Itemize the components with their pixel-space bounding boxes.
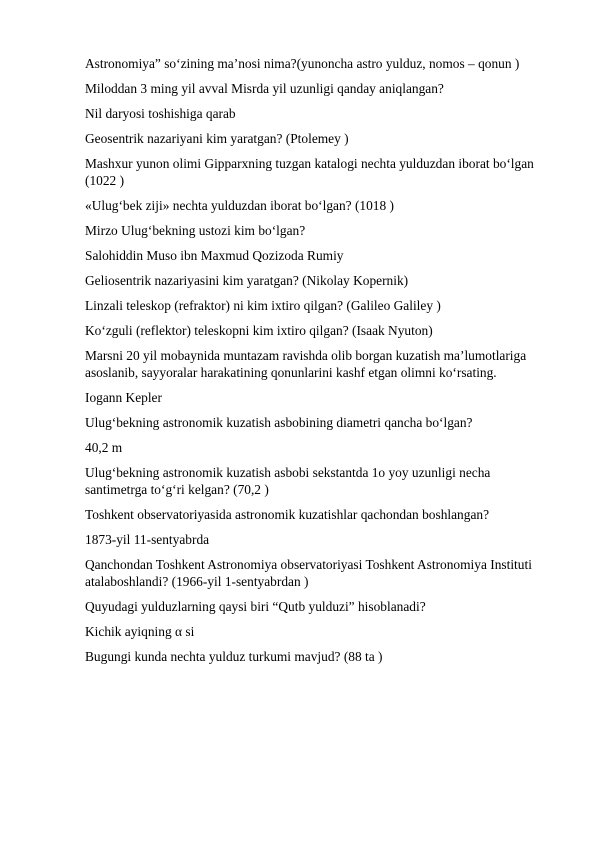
paragraph-21: Kichik ayiqning α si [85,624,195,639]
paragraph-1: Astronomiya” so‘zining ma’nosi nima?(yunoncha astro yulduz, nomos – qonun ) [85,56,520,71]
paragraph-22: Bugungi kunda nechta yulduz turkumi mavjud? (88 ta ) [85,649,383,664]
paragraph-12: Marsni 20 yil mobaynida muntazam ravishda olib borgan kuzatish ma’lumotlariga asoslanib, sayyoralar harakatining qonunlarini kashf etgan olimni ko‘rsating. [85,348,527,380]
paragraph-6: «Ulug‘bek ziji» nechta yulduzdan iborat bo‘lgan? (1018 ) [85,198,395,213]
paragraph-9: Geliosentrik nazariyasini kim yaratgan? (Nikolay Kopernik) [85,273,409,288]
paragraph-13: Iogann Kepler [85,390,162,405]
paragraph-20: Quyudagi yulduzlarning qaysi biri “Qutb yulduzi” hisoblanadi? [85,599,426,614]
paragraph-15: 40,2 m [85,440,123,455]
paragraph-14: Ulug‘bekning astronomik kuzatish asbobining diametri qancha bo‘lgan? [85,415,473,430]
paragraph-11: Ko‘zguli (reflektor) teleskopni kim ixtiro qilgan? (Isaak Nyuton) [85,323,433,338]
paragraph-5: Mashxur yunon olimi Gipparxning tuzgan katalogi nechta yulduzdan iborat bo‘lgan (1022 ) [85,156,534,188]
paragraph-7: Mirzo Ulug‘bekning ustozi kim bo‘lgan? [85,223,306,238]
paragraph-4: Geosentrik nazariyani kim yaratgan? (Ptolemey ) [85,131,349,146]
paragraph-17: Toshkent observatoriyasida astronomik kuzatishlar qachondan boshlangan? [85,507,490,522]
paragraph-19: Qanchondan Toshkent Astronomiya observatoriyasi Toshkent Astronomiya Instituti atalaboshlandi? (1966-yil 1-sentyabrdan ) [85,557,532,589]
paragraph-16: Ulug‘bekning astronomik kuzatish asbobi sekstantda 1o yoy uzunligi necha santimetrga to‘g‘ri kelgan? (70,2 ) [85,465,491,497]
paragraph-2: Miloddan 3 ming yil avval Misrda yil uzunligi qanday aniqlangan? [85,81,444,96]
paragraph-3: Nil daryosi toshishiga qarab [85,106,236,121]
paragraph-18: 1873-yil 11-sentyabrda [85,532,210,547]
document-body [85,55,555,673]
paragraph-10: Linzali teleskop (refraktor) ni kim ixtiro qilgan? (Galileo Galiley ) [85,298,441,313]
paragraph-8: Salohiddin Muso ibn Maxmud Qozizoda Rumiy [85,248,344,263]
